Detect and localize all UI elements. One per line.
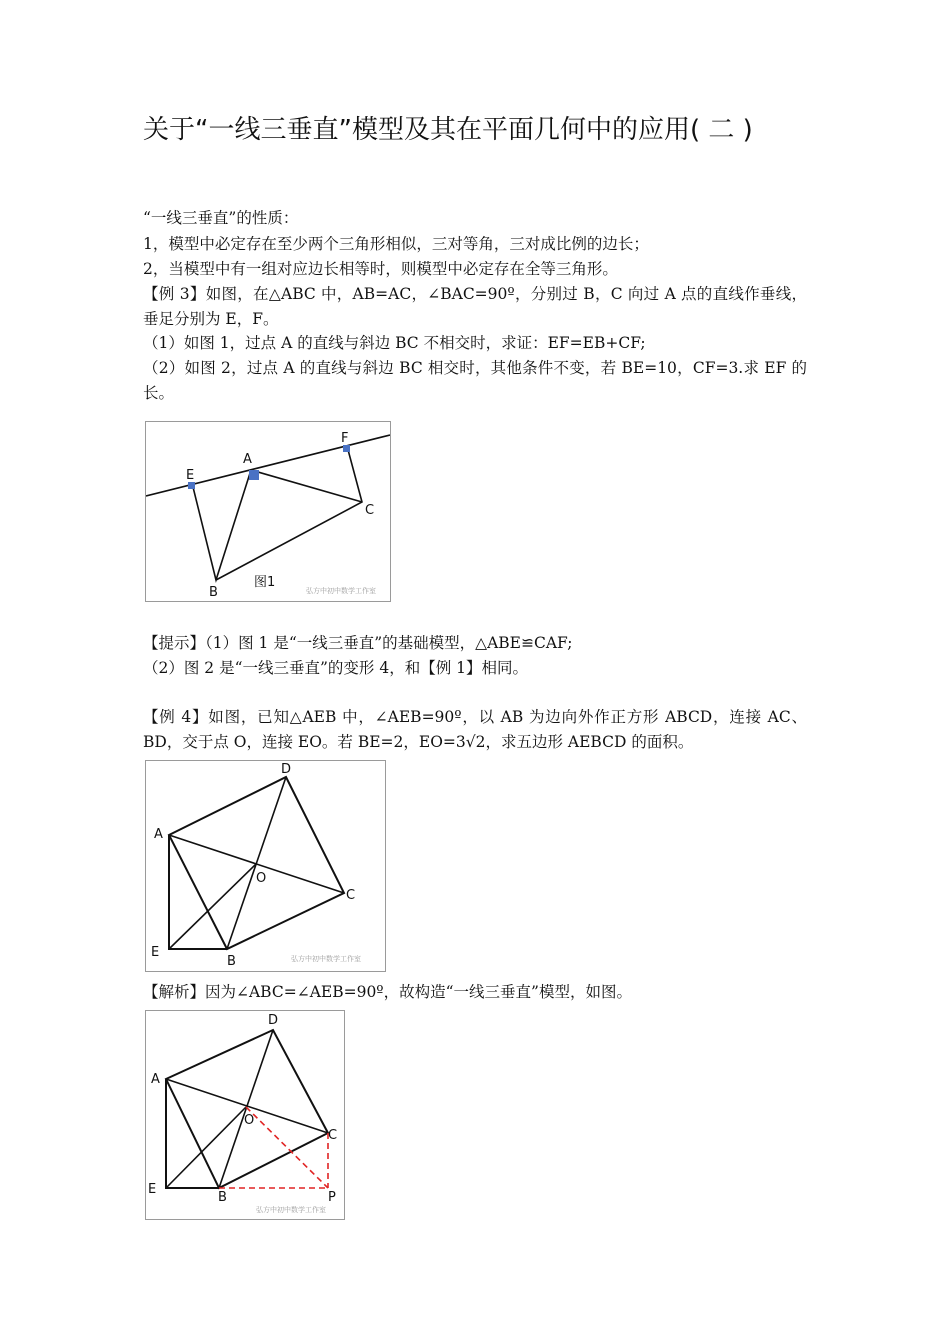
label-b: B (209, 585, 218, 600)
label-a: A (243, 452, 252, 467)
auxiliary-dashed-lines (219, 1107, 328, 1188)
label-f: F (341, 431, 349, 446)
segment-ac (251, 470, 362, 502)
label-a: A (151, 1072, 160, 1087)
example-3-question-2: （2）如图 2，过点 A 的直线与斜边 BC 相交时，其他条件不变，若 BE=10，CF=3.求 EF 的长。 (143, 359, 807, 402)
label-b: B (218, 1190, 227, 1205)
figure-3-diagram (146, 1011, 344, 1219)
label-d: D (268, 1013, 279, 1028)
example-3-statement: 【例 3】如图，在△ABC 中，AB=AC，∠BAC=90º，分别过 B，C 向过 A 点的直线作垂线，垂足分别为 E，F。 (143, 285, 807, 328)
right-angle-mark-f (343, 445, 350, 452)
triangle-side-eb-ba (192, 470, 251, 580)
segment-eo (166, 1107, 246, 1188)
watermark: 弘方中初中数学工作室 (256, 1206, 326, 1214)
label-e: E (151, 945, 160, 960)
hint-1: 【提示】（1）图 1 是“一线三垂直”的基础模型，△ABE≌CAF; (143, 634, 573, 652)
figure-3 (145, 1010, 345, 1220)
property-2: 2，当模型中有一组对应边长相等时，则模型中必定存在全等三角形。 (143, 260, 618, 278)
figure-1 (145, 421, 391, 602)
segment-eo (169, 864, 256, 949)
figure-1-caption: 图1 (254, 575, 276, 590)
label-p: P (328, 1190, 336, 1205)
label-o: O (256, 871, 267, 886)
label-e: E (148, 1182, 157, 1197)
figure-1-diagram (146, 422, 390, 601)
page-title: 关于“一线三垂直”模型及其在平面几何中的应用( 二 ) (143, 115, 753, 145)
properties-heading: “一线三垂直”的性质： (143, 209, 299, 227)
label-c: C (346, 888, 356, 903)
right-angle-mark-a (249, 470, 259, 480)
figure-2 (145, 760, 386, 972)
label-b: B (227, 954, 236, 969)
label-a: A (154, 827, 163, 842)
watermark: 弘方中初中数学工作室 (291, 955, 361, 963)
figure-2-diagram (146, 761, 385, 971)
watermark: 弘方中初中数学工作室 (306, 587, 376, 595)
example-4-statement: 【例 4】如图，已知△AEB 中，∠AEB=90º，以 AB 为边向外作正方形 ABCD，连接 AC、BD，交于点 O，连接 EO。若 BE=2，EO=3√2，求五边形 AEBCD 的面积。 (143, 708, 807, 751)
label-d: D (281, 762, 292, 777)
example-3-question-1: （1）如图 1，过点 A 的直线与斜边 BC 不相交时，求证：EF=EB+CF; (143, 334, 646, 352)
label-e: E (186, 468, 195, 483)
solution-statement: 【解析】因为∠ABC=∠AEB=90º，故构造“一线三垂直”模型，如图。 (143, 983, 632, 1001)
label-c: C (365, 503, 375, 518)
label-o: O (244, 1113, 255, 1128)
right-angle-mark-e (188, 482, 195, 489)
line-through-a (146, 435, 390, 496)
property-1: 1，模型中必定存在至少两个三角形相似，三对等角，三对成比例的边长； (143, 235, 649, 253)
label-c: C (328, 1128, 338, 1143)
hint-2: （2）图 2 是“一线三垂直”的变形 4，和【例 1】相同。 (143, 659, 529, 677)
